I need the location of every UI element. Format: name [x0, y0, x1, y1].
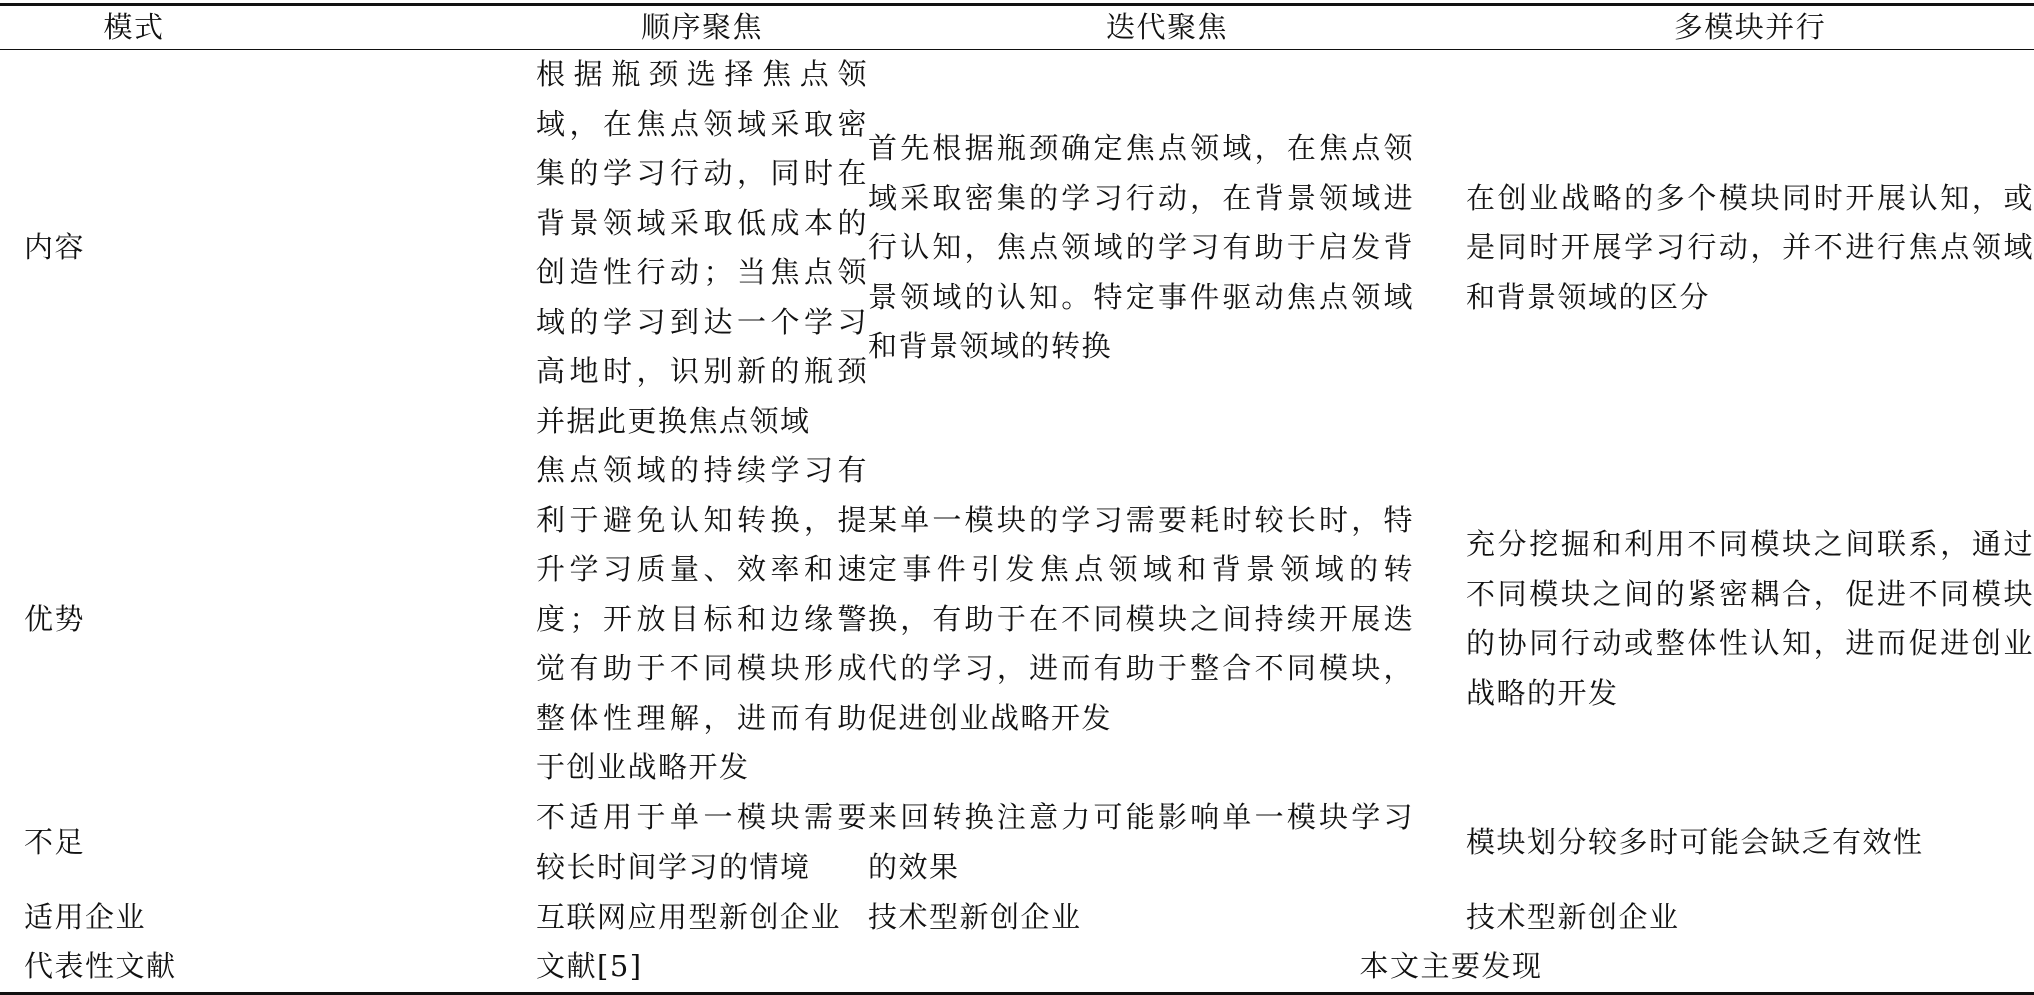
- cell-enterprise-sequential: 互联网应用型新创企业: [536, 899, 842, 934]
- cell-shortcoming-sequential: [268, 793, 868, 893]
- cell-text: 根据瓶颈选择焦点领域，在焦点领域采取密集的学习行动，同时在背景领域采取低成本的创造性行动；当焦点领域的学习到达一个学习高地时，识别新的瓶颈并据此更换焦点领域: [536, 57, 868, 438]
- cell-advantage-parallel: [1466, 446, 2034, 793]
- row-label-shortcoming: 不足: [24, 824, 86, 859]
- cell-text: 模块划分较多时可能会缺乏有效性: [1466, 824, 1924, 859]
- cell-literature-merged: 本文主要发现: [1359, 949, 1543, 983]
- cell-text: 来回转换注意力可能影响单一模块学习的效果: [868, 800, 1414, 884]
- cell-text: 焦点领域的持续学习有利于避免认知转换，提升学习质量、效率和速度；开放目标和边缘警觉有助于不同模块形成整体性理解，进而有助于创业战略开发: [536, 453, 868, 784]
- row-label-advantage: 优势: [24, 601, 86, 636]
- table-row: [0, 893, 2034, 943]
- header-mode: 模式: [103, 10, 165, 44]
- cell-enterprise-parallel: 技术型新创企业: [1466, 899, 1680, 934]
- header-row: [0, 5, 2034, 50]
- cell-enterprise-iterative: 技术型新创企业: [868, 899, 1082, 934]
- cell-advantage-iterative: [868, 446, 1466, 793]
- cell-shortcoming-iterative: [868, 793, 1466, 893]
- cell-content-parallel: [1466, 50, 2034, 447]
- comparison-table: [0, 3, 2034, 995]
- table-row: [0, 793, 2034, 893]
- table-header: [0, 5, 2034, 50]
- cell-text: 不适用于单一模块需要较长时间学习的情境: [536, 800, 868, 884]
- cell-text: 首先根据瓶颈确定焦点领域，在焦点领域采取密集的学习行动，在背景领域进行认知，焦点领域的学习有助于启发背景领域的认知。特定事件驱动焦点领域和背景领域的转换: [868, 131, 1414, 364]
- table-row: [0, 50, 2034, 447]
- header-iterative-focus: 迭代聚焦: [1105, 10, 1228, 44]
- cell-advantage-sequential: [268, 446, 868, 793]
- header-multi-module-parallel: 多模块并行: [1673, 10, 1827, 44]
- cell-literature-sequential: 文献[5]: [536, 949, 643, 983]
- cell-shortcoming-parallel: [1466, 793, 2034, 893]
- table-body: [0, 50, 2034, 994]
- row-label-applicable-enterprise: 适用企业: [24, 899, 147, 934]
- row-label-content: 内容: [24, 230, 86, 265]
- cell-content-sequential: [268, 50, 868, 447]
- cell-text: 在创业战略的多个模块同时开展认知，或是同时开展学习行动，并不进行焦点领域和背景领域的区分: [1466, 180, 2034, 314]
- cell-text: 某单一模块的学习需要耗时较长时，特定事件引发焦点领域和背景领域的转换，有助于在不同模块之间持续开展迭代的学习，进而有助于整合不同模块，促进创业战略开发: [868, 502, 1414, 735]
- row-label-representative-literature: 代表性文献: [24, 949, 177, 983]
- table-row: [0, 942, 2034, 993]
- cell-text: 充分挖掘和利用不同模块之间联系，通过不同模块之间的紧密耦合，促进不同模块的协同行动或整体性认知，进而促进创业战略的开发: [1466, 527, 2034, 710]
- table-row: [0, 446, 2034, 793]
- cell-content-iterative: [868, 50, 1466, 447]
- header-sequential-focus: 顺序聚焦: [640, 10, 763, 44]
